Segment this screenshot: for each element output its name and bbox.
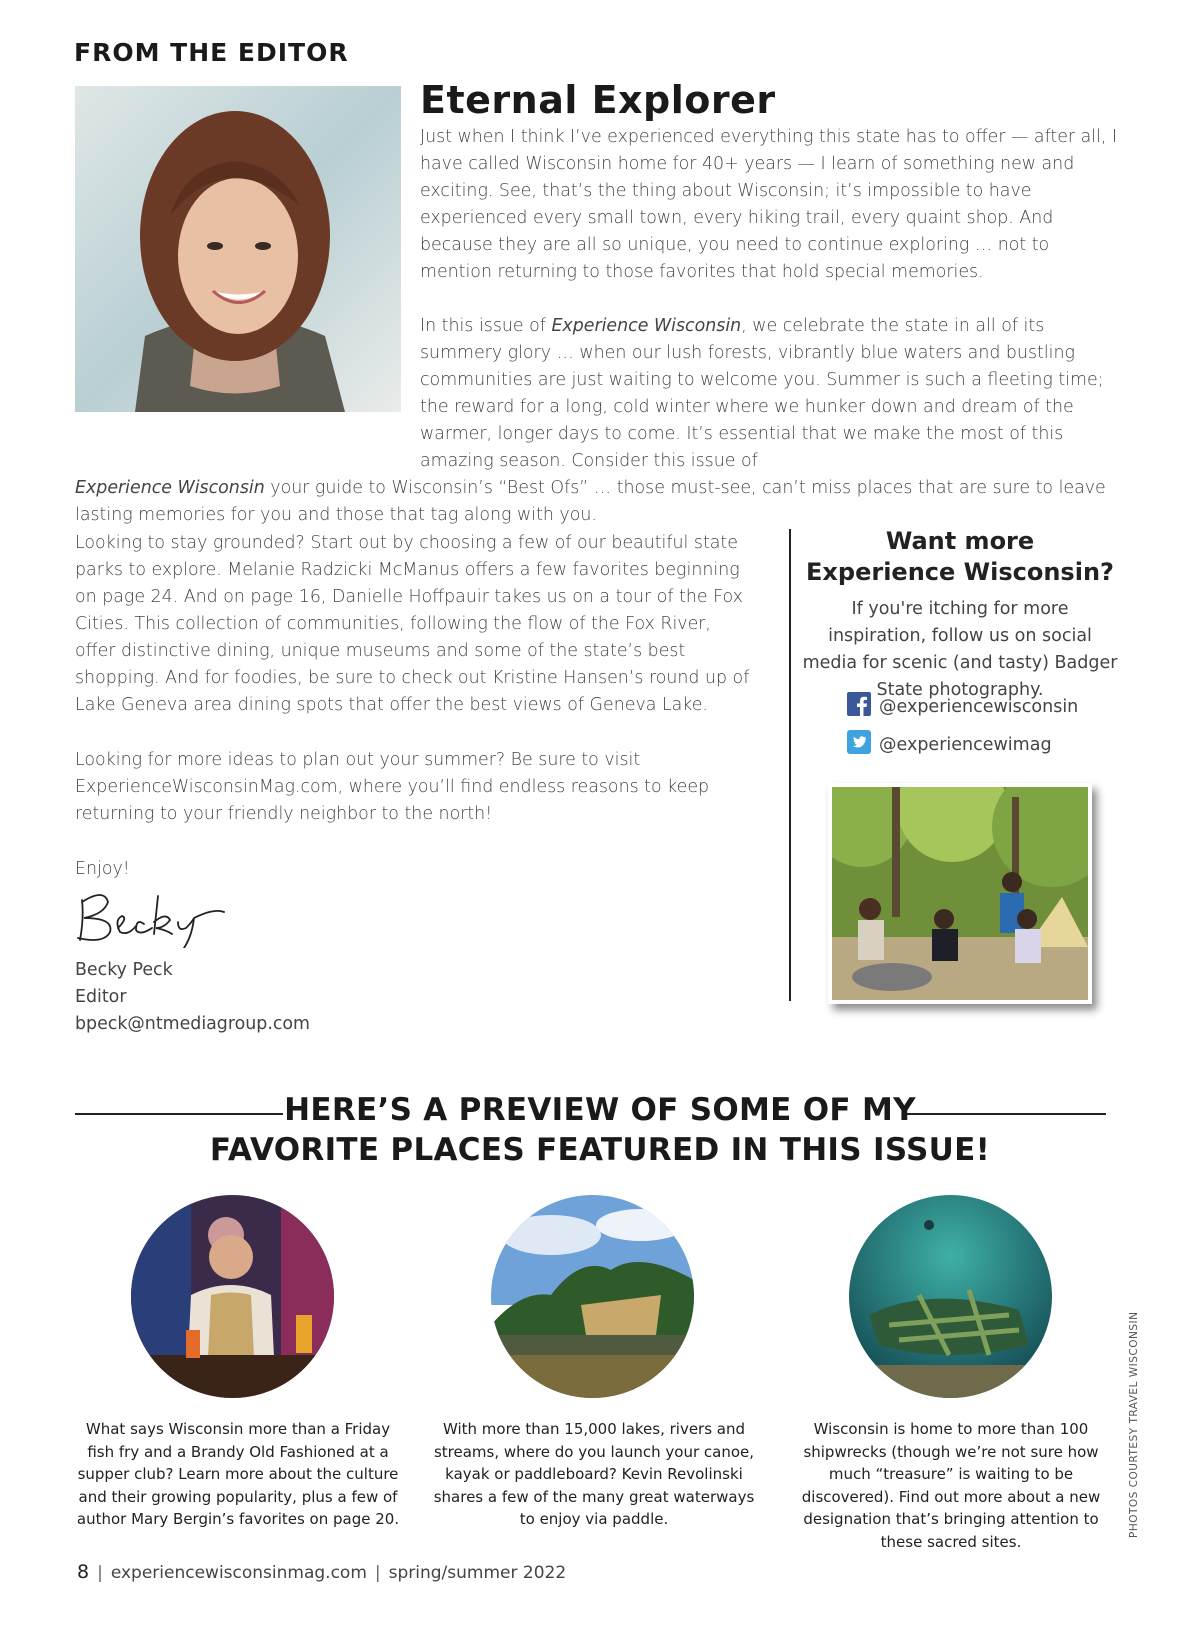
signoff-enjoy: Enjoy!: [75, 859, 130, 879]
lake-photo: [491, 1195, 694, 1398]
sidebar-divider: [789, 529, 791, 1001]
issue-paragraph: In this issue of Experience Wisconsin, we celebrate the state in all of its summery glory … when our lush forests, vibrantly blue waters and bustling communities are just waiting to welcome you. Summer is such a fleeting time; the reward for a long, cold winter where we hunker down and dream of the warmer, longer days to come. It’s essential that we make the most of this amazing season. Consider this issue of Experience Wisconsin your guide to Wisconsin’s “Best Ofs” … those must-see, can’t miss places that are sure to leave lasting memories for you and those that tag along with you.: [75, 316, 1106, 525]
footer-site[interactable]: experiencewisconsinmag.com: [110, 1563, 367, 1583]
sidebar-text: If you're itching for more inspiration, follow us on social media for scenic (and tasty) Badger State photography.: [802, 599, 1118, 700]
facebook-icon: [847, 692, 871, 721]
editor-role: Editor: [75, 987, 127, 1007]
editor-email[interactable]: bpeck@ntmediagroup.com: [75, 1014, 310, 1034]
shipwreck-photo: [849, 1195, 1052, 1398]
caption-lakes: With more than 15,000 lakes, rivers and streams, where do you launch your canoe, kayak or paddleboard? Kevin Revolinski shares a few of the many great waterways to enjoy via paddle.: [433, 1420, 755, 1528]
supper-club-photo: [131, 1195, 334, 1398]
caption-shipwrecks: Wisconsin is home to more than 100 shipwrecks (though we’re not sure how much “treasure” is waiting to be discovered). Find out more about a new designation that’s bringing attention to these sacred sites.: [801, 1420, 1101, 1551]
sidebar-title: Want more Experience Wisconsin?: [806, 527, 1114, 586]
twitter-icon: [847, 730, 871, 759]
footer-separator: |: [374, 1563, 381, 1583]
editor-name: Becky Peck: [75, 960, 173, 980]
page-footer: [77, 1561, 566, 1583]
preview-heading: HERE’S A PREVIEW OF SOME OF MY FAVORITE PLACES FEATURED IN THIS ISSUE!: [209, 1092, 991, 1168]
section-label: FROM THE EDITOR: [74, 38, 349, 67]
editor-signature: [74, 888, 234, 952]
editor-info: [75, 957, 310, 1038]
intro-paragraph: Just when I think I’ve experienced everything this state has to offer — after all, I have called Wisconsin home for 40+ years — I learn of something new and exciting. See, that’s the thing about Wisconsin; it’s impossible to have experienced every small town, every hiking trail, every quaint shop. And because they are all so unique, you need to continue exploring … not to mention returning to those favorites that hold special memories.: [420, 127, 1118, 282]
twitter-link[interactable]: @experiencewimag: [847, 730, 1052, 759]
caption-supper-club: What says Wisconsin more than a Friday fish fry and a Brandy Old Fashioned at a supper club? Learn more about the culture and their growing popularity, plus a few of author Mary Bergin’s favorites on page 20.: [76, 1420, 400, 1528]
page-number: 8: [77, 1561, 90, 1583]
footer-issue: spring/summer 2022: [388, 1563, 567, 1583]
website-paragraph: Looking for more ideas to plan out your summer? Be sure to visit ExperienceWisconsinMag.com, where you’ll find endless reasons to keep returning to your friendly neighbor to the north!: [75, 750, 710, 824]
photo-credit: PHOTOS COURTESY TRAVEL WISCONSIN: [1128, 1311, 1140, 1538]
facebook-link[interactable]: @experiencewisconsin: [847, 692, 1078, 721]
footer-separator: |: [97, 1563, 103, 1583]
camping-photo: [828, 783, 1092, 1004]
parks-paragraph: Looking to stay grounded? Start out by choosing a few of our beautiful state parks to explore. Melanie Radzicki McManus offers a few favorites beginning on page 24. And on page 16, Danielle Hoffpauir takes us on a tour of the Fox Cities. This collection of communities, following the flow of the Fox River, offer distinctive dining, unique museums and some of the state’s best shopping. And for foodies, be sure to check out Kristine Hansen’s round up of Lake Geneva area dining spots that offer the best views of Geneva Lake.: [75, 533, 750, 715]
article-title: Eternal Explorer: [420, 78, 776, 122]
